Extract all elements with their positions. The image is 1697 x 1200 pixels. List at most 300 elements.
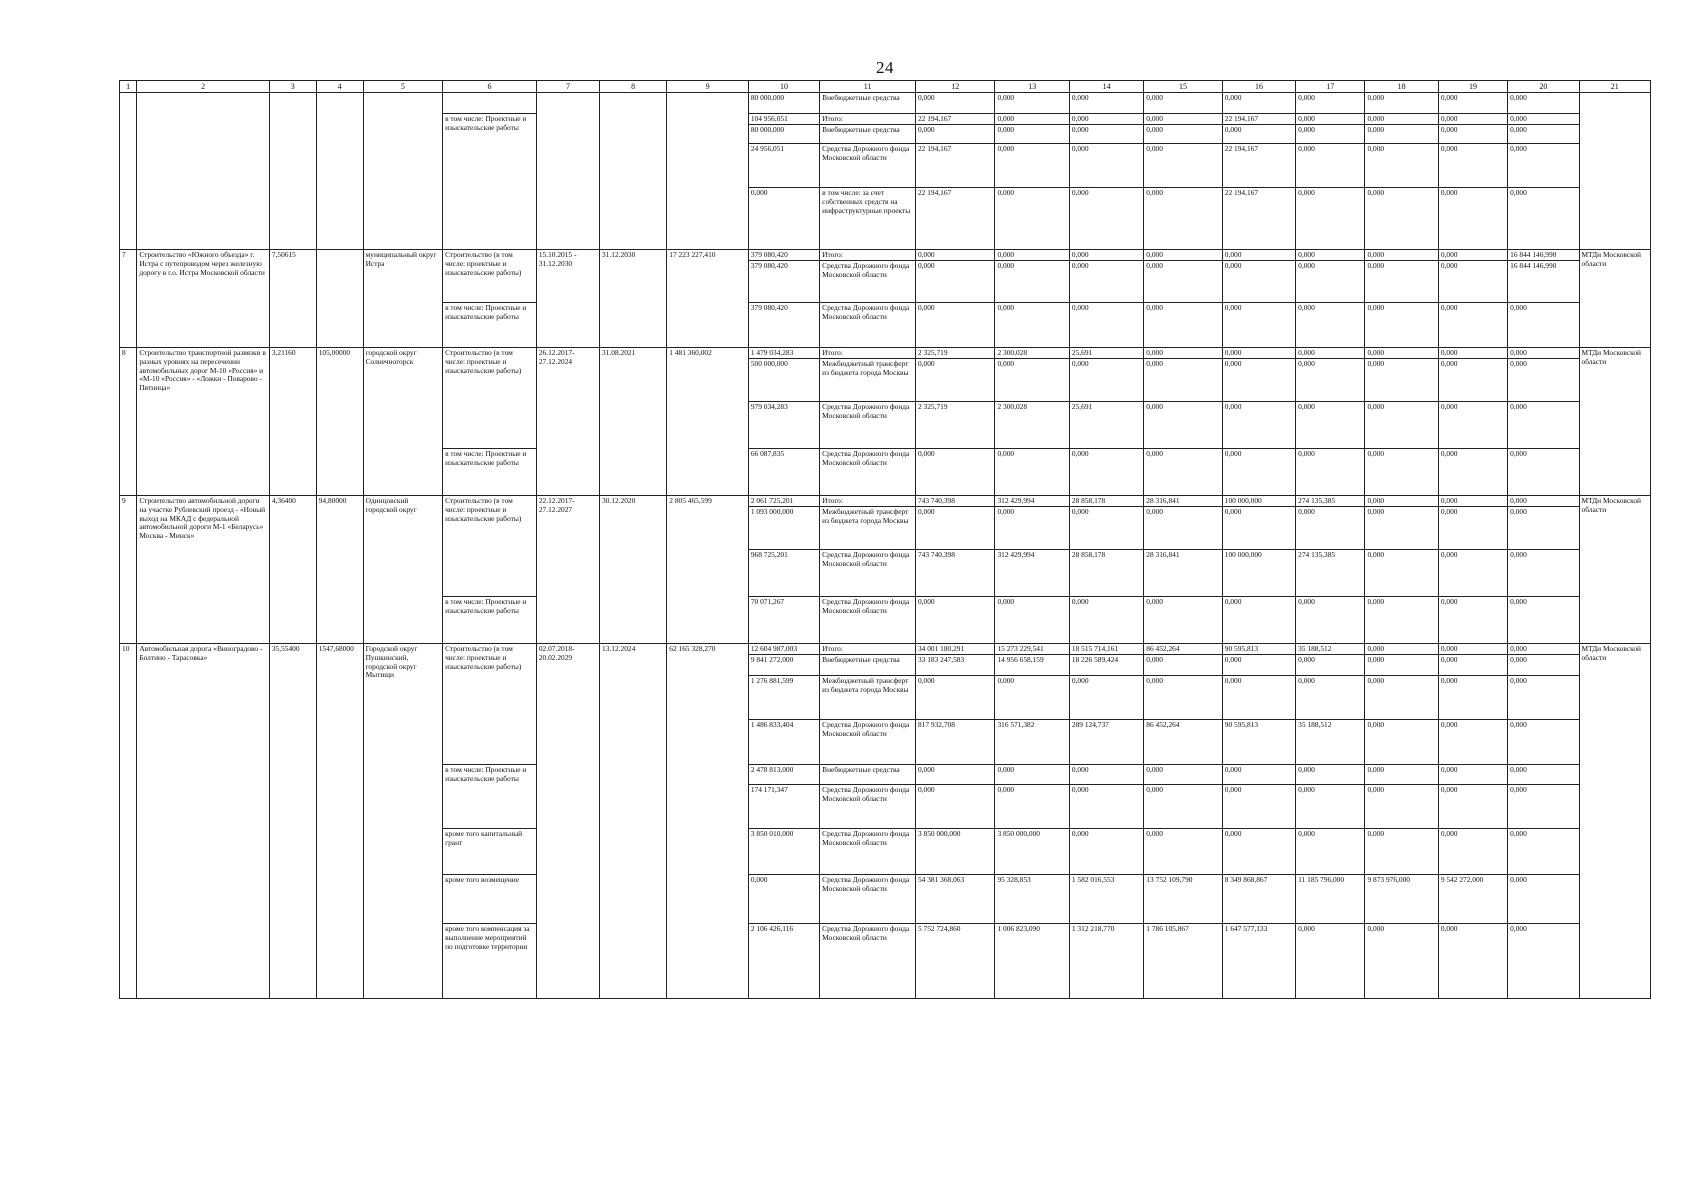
- year-value-col-15: 28 316,841: [1144, 550, 1222, 597]
- year-value-col-12: 743 740,398: [915, 496, 995, 507]
- year-value-col-20: 0,000: [1508, 676, 1579, 720]
- year-value-col-18: 0,000: [1365, 720, 1438, 765]
- object-period: [536, 93, 599, 250]
- year-value-col-12: 2 325,719: [915, 348, 995, 359]
- year-value-col-13: 0,000: [995, 765, 1069, 785]
- year-value-col-12: 743 740,398: [915, 550, 995, 597]
- work-type: кроме того капитальный грант: [443, 829, 537, 875]
- object-number: 7: [120, 250, 137, 348]
- year-value-col-18: 0,000: [1365, 785, 1438, 829]
- year-value-col-17: 0,000: [1296, 93, 1365, 114]
- year-value-col-12: 33 183 247,583: [915, 655, 995, 676]
- year-value-col-16: 22 194,167: [1222, 114, 1295, 125]
- year-value-col-16: 0,000: [1222, 597, 1295, 644]
- year-value-col-19: 0,000: [1438, 644, 1507, 655]
- year-value-col-14: 0,000: [1069, 93, 1143, 114]
- year-value-col-14: 0,000: [1069, 597, 1143, 644]
- financed-amount: 379 080,420: [748, 261, 819, 303]
- funding-source: Итого:: [820, 644, 916, 655]
- year-value-col-19: 0,000: [1438, 188, 1507, 250]
- work-type: кроме того возмещение: [443, 875, 537, 924]
- year-value-col-20: 0,000: [1508, 655, 1579, 676]
- object-municipality: Городской округ Пушкинский, городской округ Мытищи: [363, 644, 443, 999]
- object-length: 7,50615: [269, 250, 316, 348]
- year-value-col-12: 817 932,708: [915, 720, 995, 765]
- year-value-col-14: 28 858,178: [1069, 550, 1143, 597]
- year-value-col-16: 0,000: [1222, 402, 1295, 449]
- year-value-col-16: 8 349 868,867: [1222, 875, 1295, 924]
- object-name: [137, 93, 270, 250]
- year-value-col-19: 0,000: [1438, 496, 1507, 507]
- column-header-1: 1: [120, 81, 137, 93]
- year-value-col-14: 0,000: [1069, 785, 1143, 829]
- object-length: 35,55400: [269, 644, 316, 999]
- year-value-col-15: 0,000: [1144, 785, 1222, 829]
- year-value-col-12: 3 850 000,000: [915, 829, 995, 875]
- year-value-col-17: 35 188,512: [1296, 720, 1365, 765]
- work-type: Строительство (в том числе: проектные и изыскательские работы): [443, 250, 537, 303]
- table-row: [120, 250, 1651, 261]
- object-estimated-cost: 2 805 465,599: [667, 496, 749, 644]
- year-value-col-13: 2 300,028: [995, 348, 1069, 359]
- object-name: Строительство автомобильной дороги на участке Рублевский проезд - «Новый выход на МКАД с федеральной автомобильной дороги М-1 «Беларусь» Москва - Минск»: [137, 496, 270, 644]
- year-value-col-13: 0,000: [995, 303, 1069, 348]
- year-value-col-12: 22 194,167: [915, 188, 995, 250]
- year-value-col-16: 0,000: [1222, 93, 1295, 114]
- year-value-col-12: 0,000: [915, 303, 995, 348]
- year-value-col-18: 0,000: [1365, 359, 1438, 402]
- object-estimated-cost: 17 223 227,410: [667, 250, 749, 348]
- funding-source: Внебюджетные средства: [820, 655, 916, 676]
- object-period: 22.12.2017- 27.12.2027: [536, 496, 599, 644]
- column-header-18: 18: [1365, 81, 1438, 93]
- object-length: 4,36400: [269, 496, 316, 644]
- year-value-col-16: 22 194,167: [1222, 188, 1295, 250]
- object-commissioning-date: [600, 93, 667, 250]
- year-value-col-17: 0,000: [1296, 507, 1365, 550]
- year-value-col-15: 0,000: [1144, 125, 1222, 144]
- year-value-col-14: 0,000: [1069, 114, 1143, 125]
- column-header-9: 9: [667, 81, 749, 93]
- column-header-19: 19: [1438, 81, 1507, 93]
- year-value-col-12: 54 381 368,063: [915, 875, 995, 924]
- year-value-col-17: 0,000: [1296, 125, 1365, 144]
- financed-amount: 9 841 272,000: [748, 655, 819, 676]
- year-value-col-16: 90 595,813: [1222, 720, 1295, 765]
- column-header-20: 20: [1508, 81, 1579, 93]
- year-value-col-12: 0,000: [915, 507, 995, 550]
- year-value-col-16: 0,000: [1222, 507, 1295, 550]
- year-value-col-13: 0,000: [995, 125, 1069, 144]
- funding-source: Средства Дорожного фонда Московской области: [820, 261, 916, 303]
- funding-source: Межбюджетный трансферт из бюджета города Москвы: [820, 676, 916, 720]
- year-value-col-17: 0,000: [1296, 402, 1365, 449]
- year-value-col-19: 0,000: [1438, 93, 1507, 114]
- year-value-col-13: 0,000: [995, 144, 1069, 188]
- year-value-col-15: 0,000: [1144, 597, 1222, 644]
- column-header-5: 5: [363, 81, 443, 93]
- funding-source: Внебюджетные средства: [820, 125, 916, 144]
- year-value-col-13: 0,000: [995, 359, 1069, 402]
- year-value-col-15: 0,000: [1144, 250, 1222, 261]
- year-value-col-19: 0,000: [1438, 303, 1507, 348]
- funding-source: в том числе: за счет собственных средств на инфраструктурные проекты: [820, 188, 916, 250]
- year-value-col-19: 9 542 272,000: [1438, 875, 1507, 924]
- year-value-col-17: 0,000: [1296, 829, 1365, 875]
- year-value-col-12: 0,000: [915, 597, 995, 644]
- year-value-col-13: 312 429,994: [995, 550, 1069, 597]
- object-commissioning-date: 31.08.2021: [600, 348, 667, 496]
- funding-source: Итого:: [820, 496, 916, 507]
- year-value-col-18: 0,000: [1365, 348, 1438, 359]
- year-value-col-13: 0,000: [995, 785, 1069, 829]
- funding-source: Внебюджетные средства: [820, 765, 916, 785]
- year-value-col-20: 0,000: [1508, 144, 1579, 188]
- year-value-col-14: 289 124,737: [1069, 720, 1143, 765]
- object-number: 8: [120, 348, 137, 496]
- year-value-col-12: 0,000: [915, 261, 995, 303]
- year-value-col-18: 0,000: [1365, 402, 1438, 449]
- year-value-col-17: 0,000: [1296, 924, 1365, 999]
- year-value-col-17: 0,000: [1296, 144, 1365, 188]
- year-value-col-15: 13 752 109,790: [1144, 875, 1222, 924]
- financed-amount: 1 486 833,404: [748, 720, 819, 765]
- year-value-col-16: 0,000: [1222, 303, 1295, 348]
- responsible-body: МТДи Московской области: [1579, 496, 1651, 644]
- funding-source: Средства Дорожного фонда Московской области: [820, 875, 916, 924]
- financed-amount: 80 000,000: [748, 125, 819, 144]
- object-period: 02.07.2018- 20.02.2029: [536, 644, 599, 999]
- year-value-col-19: 0,000: [1438, 125, 1507, 144]
- work-type: в том числе: Проектные и изыскательские работы: [443, 597, 537, 644]
- year-value-col-15: 28 316,841: [1144, 496, 1222, 507]
- financed-amount: 979 034,283: [748, 402, 819, 449]
- year-value-col-13: 2 300,028: [995, 402, 1069, 449]
- year-value-col-17: 274 135,385: [1296, 496, 1365, 507]
- year-value-col-20: 0,000: [1508, 644, 1579, 655]
- object-capacity: [316, 250, 363, 348]
- object-estimated-cost: 1 481 360,002: [667, 348, 749, 496]
- year-value-col-16: 100 000,000: [1222, 496, 1295, 507]
- financed-amount: 0,000: [748, 188, 819, 250]
- year-value-col-20: 0,000: [1508, 785, 1579, 829]
- year-value-col-12: 0,000: [915, 93, 995, 114]
- year-value-col-12: 5 752 724,860: [915, 924, 995, 999]
- year-value-col-20: 0,000: [1508, 402, 1579, 449]
- year-value-col-18: 0,000: [1365, 496, 1438, 507]
- year-value-col-18: 0,000: [1365, 125, 1438, 144]
- financed-amount: 1 093 000,000: [748, 507, 819, 550]
- year-value-col-16: 0,000: [1222, 829, 1295, 875]
- year-value-col-17: 274 135,385: [1296, 550, 1365, 597]
- year-value-col-15: 86 452,264: [1144, 720, 1222, 765]
- year-value-col-20: 0,000: [1508, 924, 1579, 999]
- year-value-col-19: 0,000: [1438, 924, 1507, 999]
- object-period: 15.10.2015 - 31.12.2030: [536, 250, 599, 348]
- investment-program-table: [119, 80, 1651, 999]
- year-value-col-12: 0,000: [915, 765, 995, 785]
- year-value-col-14: 28 858,178: [1069, 496, 1143, 507]
- table-body: [120, 93, 1651, 999]
- year-value-col-13: 0,000: [995, 449, 1069, 496]
- funding-source: Средства Дорожного фонда Московской области: [820, 303, 916, 348]
- financed-amount: 0,000: [748, 875, 819, 924]
- column-header-2: 2: [137, 81, 270, 93]
- year-value-col-14: 0,000: [1069, 188, 1143, 250]
- year-value-col-18: 0,000: [1365, 114, 1438, 125]
- year-value-col-20: 0,000: [1508, 449, 1579, 496]
- year-value-col-18: 0,000: [1365, 597, 1438, 644]
- year-value-col-17: 0,000: [1296, 655, 1365, 676]
- year-value-col-18: 0,000: [1365, 507, 1438, 550]
- year-value-col-20: 0,000: [1508, 348, 1579, 359]
- financed-amount: 104 956,051: [748, 114, 819, 125]
- year-value-col-17: 0,000: [1296, 597, 1365, 644]
- year-value-col-19: 0,000: [1438, 507, 1507, 550]
- work-type: Строительство (в том числе: проектные и изыскательские работы): [443, 348, 537, 449]
- year-value-col-15: 0,000: [1144, 188, 1222, 250]
- column-header-10: 10: [748, 81, 819, 93]
- year-value-col-12: 0,000: [915, 785, 995, 829]
- year-value-col-15: 0,000: [1144, 765, 1222, 785]
- object-number: 9: [120, 496, 137, 644]
- object-capacity: 105,00000: [316, 348, 363, 496]
- financed-amount: 80 000,000: [748, 93, 819, 114]
- year-value-col-13: 0,000: [995, 93, 1069, 114]
- year-value-col-19: 0,000: [1438, 250, 1507, 261]
- column-number-row: [120, 81, 1651, 93]
- year-value-col-13: 0,000: [995, 507, 1069, 550]
- table-row: [120, 496, 1651, 507]
- year-value-col-12: 0,000: [915, 125, 995, 144]
- table-row: [120, 348, 1651, 359]
- object-estimated-cost: [667, 93, 749, 250]
- column-header-15: 15: [1144, 81, 1222, 93]
- year-value-col-17: 0,000: [1296, 348, 1365, 359]
- year-value-col-18: 0,000: [1365, 93, 1438, 114]
- object-capacity: 1547,68000: [316, 644, 363, 999]
- year-value-col-14: 0,000: [1069, 507, 1143, 550]
- year-value-col-19: 0,000: [1438, 655, 1507, 676]
- table-row: [120, 644, 1651, 655]
- year-value-col-15: 0,000: [1144, 676, 1222, 720]
- year-value-col-20: 0,000: [1508, 188, 1579, 250]
- year-value-col-13: 312 429,994: [995, 496, 1069, 507]
- year-value-col-17: 0,000: [1296, 449, 1365, 496]
- financed-amount: 174 171,347: [748, 785, 819, 829]
- year-value-col-18: 0,000: [1365, 449, 1438, 496]
- funding-source: Межбюджетный трансферт из бюджета города Москвы: [820, 507, 916, 550]
- year-value-col-15: 1 786 105,867: [1144, 924, 1222, 999]
- year-value-col-17: 0,000: [1296, 250, 1365, 261]
- funding-source: Средства Дорожного фонда Московской области: [820, 550, 916, 597]
- funding-source: Межбюджетный трансферт из бюджета города Москвы: [820, 359, 916, 402]
- year-value-col-18: 0,000: [1365, 144, 1438, 188]
- year-value-col-20: 0,000: [1508, 507, 1579, 550]
- year-value-col-16: 0,000: [1222, 250, 1295, 261]
- year-value-col-16: 0,000: [1222, 765, 1295, 785]
- year-value-col-16: 0,000: [1222, 449, 1295, 496]
- year-value-col-20: 0,000: [1508, 114, 1579, 125]
- year-value-col-12: 34 001 180,291: [915, 644, 995, 655]
- year-value-col-14: 0,000: [1069, 676, 1143, 720]
- year-value-col-19: 0,000: [1438, 359, 1507, 402]
- year-value-col-19: 0,000: [1438, 449, 1507, 496]
- funding-source: Внебюджетные средства: [820, 93, 916, 114]
- object-municipality: городской округ Солнечногорск: [363, 348, 443, 496]
- year-value-col-18: 0,000: [1365, 188, 1438, 250]
- funding-source: Итого:: [820, 348, 916, 359]
- year-value-col-18: 0,000: [1365, 250, 1438, 261]
- column-header-12: 12: [915, 81, 995, 93]
- year-value-col-17: 11 185 796,000: [1296, 875, 1365, 924]
- year-value-col-12: 22 194,167: [915, 114, 995, 125]
- year-value-col-20: 0,000: [1508, 550, 1579, 597]
- financed-amount: 500 000,000: [748, 359, 819, 402]
- object-length: [269, 93, 316, 250]
- object-name: Строительство транспортной развязки в разных уровнях на пересечении автомобильных дорог М-10 «Россия» и «М-10 «Россия» - «Ложки - Поварово - Пятница»: [137, 348, 270, 496]
- year-value-col-18: 0,000: [1365, 924, 1438, 999]
- financed-amount: 70 071,267: [748, 597, 819, 644]
- object-commissioning-date: 31.12.2030: [600, 250, 667, 348]
- year-value-col-17: 0,000: [1296, 261, 1365, 303]
- year-value-col-15: 0,000: [1144, 402, 1222, 449]
- year-value-col-14: 0,000: [1069, 125, 1143, 144]
- funding-source: Итого:: [820, 114, 916, 125]
- work-type: в том числе: Проектные и изыскательские работы: [443, 114, 537, 250]
- year-value-col-15: 0,000: [1144, 655, 1222, 676]
- column-header-3: 3: [269, 81, 316, 93]
- column-header-16: 16: [1222, 81, 1295, 93]
- year-value-col-20: 0,000: [1508, 359, 1579, 402]
- object-name: Строительство «Южного объезда» г. Истра с путепроводом через железную дорогу в г.о. Истра Московской области: [137, 250, 270, 348]
- responsible-body: МТДи Московской области: [1579, 250, 1651, 348]
- year-value-col-15: 0,000: [1144, 93, 1222, 114]
- year-value-col-16: 0,000: [1222, 655, 1295, 676]
- year-value-col-16: 1 647 577,133: [1222, 924, 1295, 999]
- year-value-col-15: 0,000: [1144, 114, 1222, 125]
- year-value-col-14: 18 226 589,424: [1069, 655, 1143, 676]
- year-value-col-15: 0,000: [1144, 359, 1222, 402]
- year-value-col-19: 0,000: [1438, 765, 1507, 785]
- year-value-col-18: 0,000: [1365, 676, 1438, 720]
- year-value-col-15: 0,000: [1144, 507, 1222, 550]
- object-length: 3,21160: [269, 348, 316, 496]
- financed-amount: 2 061 725,201: [748, 496, 819, 507]
- year-value-col-14: 25,691: [1069, 402, 1143, 449]
- year-value-col-14: 0,000: [1069, 359, 1143, 402]
- year-value-col-15: 0,000: [1144, 261, 1222, 303]
- financed-amount: 1 479 034,283: [748, 348, 819, 359]
- year-value-col-15: 0,000: [1144, 829, 1222, 875]
- year-value-col-16: 0,000: [1222, 359, 1295, 402]
- column-header-11: 11: [820, 81, 916, 93]
- funding-source: Средства Дорожного фонда Московской области: [820, 449, 916, 496]
- year-value-col-14: 0,000: [1069, 144, 1143, 188]
- year-value-col-16: 0,000: [1222, 676, 1295, 720]
- year-value-col-18: 0,000: [1365, 765, 1438, 785]
- year-value-col-20: 0,000: [1508, 597, 1579, 644]
- year-value-col-13: 0,000: [995, 114, 1069, 125]
- funding-source: Средства Дорожного фонда Московской области: [820, 924, 916, 999]
- year-value-col-13: 15 273 229,541: [995, 644, 1069, 655]
- year-value-col-14: 18 515 714,161: [1069, 644, 1143, 655]
- year-value-col-16: 90 595,813: [1222, 644, 1295, 655]
- year-value-col-12: 0,000: [915, 449, 995, 496]
- year-value-col-17: 0,000: [1296, 359, 1365, 402]
- year-value-col-13: 316 571,382: [995, 720, 1069, 765]
- year-value-col-12: 2 325,719: [915, 402, 995, 449]
- year-value-col-13: 0,000: [995, 597, 1069, 644]
- page-number: 24: [876, 58, 894, 77]
- responsible-body: МТДи Московской области: [1579, 348, 1651, 496]
- object-municipality: Одинцовский городской округ: [363, 496, 443, 644]
- financed-amount: 3 850 010,000: [748, 829, 819, 875]
- funding-source: Средства Дорожного фонда Московской области: [820, 720, 916, 765]
- year-value-col-19: 0,000: [1438, 829, 1507, 875]
- work-type: Строительство (в том числе: проектные и изыскательские работы): [443, 496, 537, 597]
- year-value-col-16: 100 000,000: [1222, 550, 1295, 597]
- financed-amount: 379 080,420: [748, 250, 819, 261]
- year-value-col-13: 14 956 658,159: [995, 655, 1069, 676]
- financed-amount: 24 956,051: [748, 144, 819, 188]
- funding-source: Средства Дорожного фонда Московской области: [820, 785, 916, 829]
- year-value-col-19: 0,000: [1438, 720, 1507, 765]
- work-type: в том числе: Проектные и изыскательские работы: [443, 765, 537, 829]
- year-value-col-14: 0,000: [1069, 303, 1143, 348]
- year-value-col-14: 1 312 218,770: [1069, 924, 1143, 999]
- object-commissioning-date: 13.12.2024: [600, 644, 667, 999]
- year-value-col-19: 0,000: [1438, 348, 1507, 359]
- year-value-col-20: 0,000: [1508, 303, 1579, 348]
- year-value-col-17: 0,000: [1296, 785, 1365, 829]
- year-value-col-18: 0,000: [1365, 303, 1438, 348]
- financed-amount: 1 276 881,599: [748, 676, 819, 720]
- year-value-col-13: 0,000: [995, 250, 1069, 261]
- financed-amount: 968 725,201: [748, 550, 819, 597]
- work-type: Строительство (в том числе: проектные и изыскательские работы): [443, 644, 537, 765]
- year-value-col-14: 25,691: [1069, 348, 1143, 359]
- year-value-col-17: 0,000: [1296, 303, 1365, 348]
- object-name: Автомобильная дорога «Виноградово - Болтино - Тарасовка»: [137, 644, 270, 999]
- year-value-col-19: 0,000: [1438, 114, 1507, 125]
- year-value-col-18: 0,000: [1365, 644, 1438, 655]
- year-value-col-13: 1 006 823,090: [995, 924, 1069, 999]
- year-value-col-12: 0,000: [915, 359, 995, 402]
- year-value-col-15: 0,000: [1144, 303, 1222, 348]
- table-row: [120, 93, 1651, 114]
- column-header-17: 17: [1296, 81, 1365, 93]
- year-value-col-15: 0,000: [1144, 144, 1222, 188]
- year-value-col-12: 0,000: [915, 676, 995, 720]
- financed-amount: 66 087,835: [748, 449, 819, 496]
- year-value-col-14: 0,000: [1069, 765, 1143, 785]
- financed-amount: 2 478 813,000: [748, 765, 819, 785]
- year-value-col-20: 0,000: [1508, 875, 1579, 924]
- year-value-col-18: 0,000: [1365, 655, 1438, 676]
- year-value-col-17: 0,000: [1296, 765, 1365, 785]
- column-header-7: 7: [536, 81, 599, 93]
- work-type: кроме того компенсация за выполнение мероприятий по подготовке территории: [443, 924, 537, 999]
- object-period: 26.12.2017- 27.12.2024: [536, 348, 599, 496]
- object-commissioning-date: 30.12.2020: [600, 496, 667, 644]
- year-value-col-16: 0,000: [1222, 261, 1295, 303]
- year-value-col-15: 0,000: [1144, 348, 1222, 359]
- year-value-col-18: 0,000: [1365, 829, 1438, 875]
- responsible-body: [1579, 93, 1651, 250]
- year-value-col-12: 22 194,167: [915, 144, 995, 188]
- funding-source: Средства Дорожного фонда Московской области: [820, 597, 916, 644]
